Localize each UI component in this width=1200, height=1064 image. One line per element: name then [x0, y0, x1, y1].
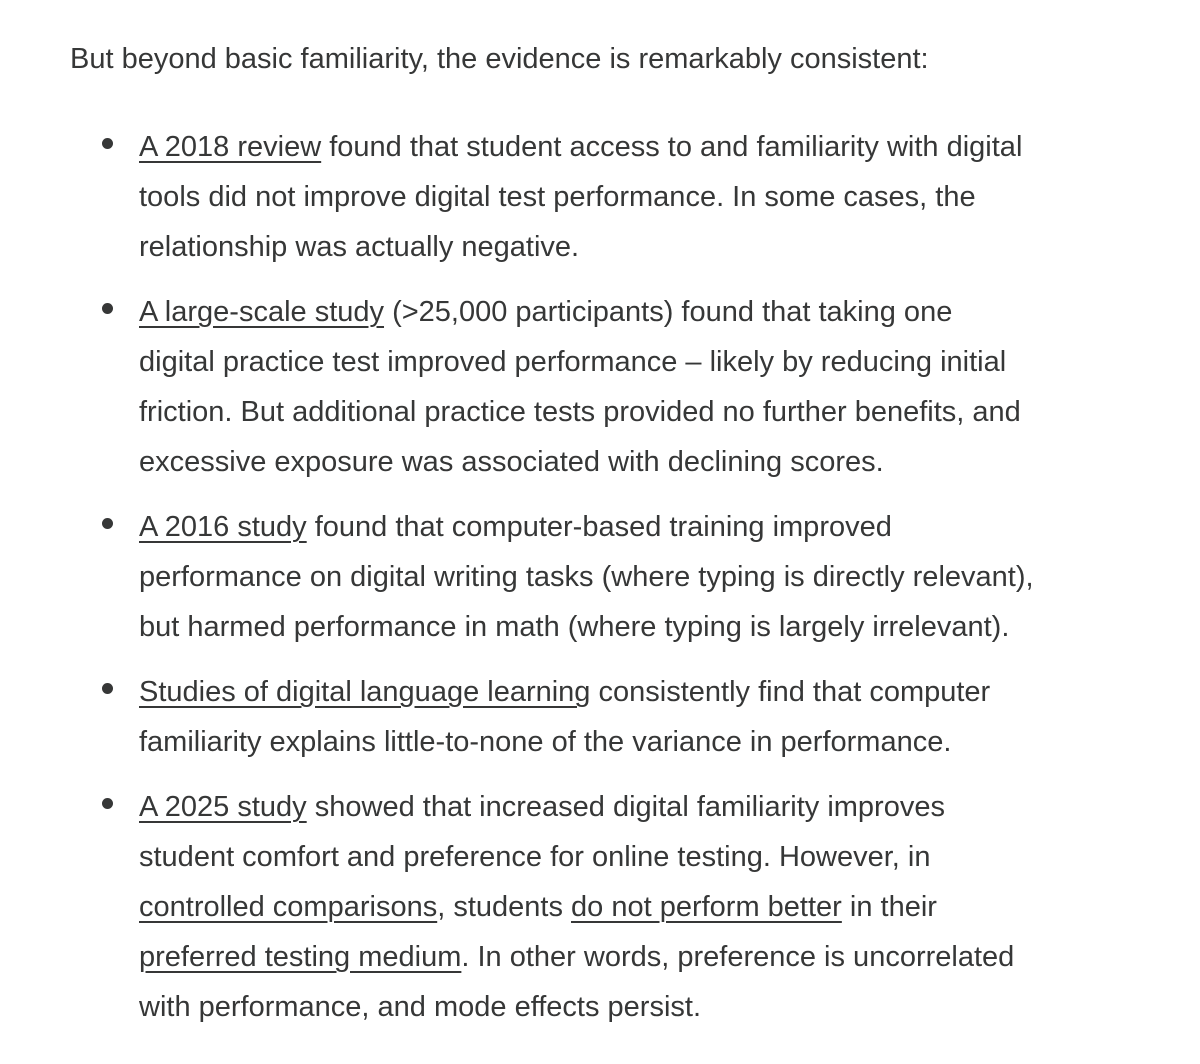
- bullet-icon: [102, 138, 113, 149]
- list-item-text: found that computer-based training improved: [306, 511, 892, 543]
- list-item-text: but harmed performance in math (where typing is largely irrelevant).: [139, 611, 1010, 643]
- citation-link[interactable]: do not perform better: [571, 891, 842, 923]
- list-item: [139, 122, 1139, 272]
- list-item-line: [139, 982, 1139, 1032]
- list-item-text: consistently find that computer: [590, 676, 991, 708]
- list-item-text: tools did not improve digital test performance. In some cases, the: [139, 181, 976, 213]
- list-item-text: excessive exposure was associated with declining scores.: [139, 446, 884, 478]
- list-item-text: found that student access to and familiarity with digital: [321, 131, 1023, 163]
- citation-link[interactable]: controlled comparisons: [139, 891, 438, 923]
- list-item-text: student comfort and preference for online testing. However, in: [139, 841, 931, 873]
- list-item-text: relationship was actually negative.: [139, 231, 580, 263]
- list-item-line: [139, 932, 1139, 982]
- list-item-text: performance on digital writing tasks (where typing is directly relevant),: [139, 561, 1034, 593]
- list-item-line: [139, 717, 1139, 767]
- citation-link[interactable]: A large-scale study: [139, 296, 385, 328]
- list-item: [139, 667, 1139, 767]
- bullet-icon: [102, 798, 113, 809]
- list-item: [139, 287, 1139, 487]
- list-item-line: [139, 287, 1139, 337]
- list-item-line: [139, 602, 1139, 652]
- list-item-text: , students: [437, 891, 572, 923]
- bullet-icon: [102, 683, 113, 694]
- list-item-text: digital practice test improved performance – likely by reducing initial: [139, 346, 1007, 378]
- list-item-text: with performance, and mode effects persist.: [139, 991, 702, 1023]
- bullet-icon: [102, 518, 113, 529]
- list-item-text: (>25,000 participants) found that taking one: [384, 296, 953, 328]
- list-item-text: showed that increased digital familiarity improves: [306, 791, 945, 823]
- list-item-line: [139, 502, 1139, 552]
- list-item-line: [139, 882, 1139, 932]
- bullet-icon: [102, 303, 113, 314]
- list-item-text: familiarity explains little-to-none of the variance in performance.: [139, 726, 952, 758]
- list-item-line: [139, 667, 1139, 717]
- list-item-line: [139, 222, 1139, 272]
- list-item-line: [139, 387, 1139, 437]
- list-item: [139, 502, 1139, 652]
- list-item-line: [139, 782, 1139, 832]
- citation-link[interactable]: A 2016 study: [139, 511, 307, 543]
- list-item-line: [139, 122, 1139, 172]
- list-item-line: [139, 172, 1139, 222]
- list-item-line: [139, 337, 1139, 387]
- citation-link[interactable]: preferred testing medium: [139, 941, 462, 973]
- list-item-text: in their: [841, 891, 937, 923]
- list-item-line: [139, 832, 1139, 882]
- citation-link[interactable]: A 2018 review: [139, 131, 322, 163]
- list-item-line: [139, 552, 1139, 602]
- list-item: [139, 782, 1139, 1032]
- list-item-line: [139, 437, 1139, 487]
- citation-link[interactable]: Studies of digital language learning: [139, 676, 591, 708]
- intro-paragraph: But beyond basic familiarity, the evidence is remarkably consistent:: [70, 43, 929, 75]
- citation-link[interactable]: A 2025 study: [139, 791, 307, 823]
- list-item-text: friction. But additional practice tests provided no further benefits, and: [139, 396, 1021, 428]
- list-item-text: . In other words, preference is uncorrelated: [461, 941, 1015, 973]
